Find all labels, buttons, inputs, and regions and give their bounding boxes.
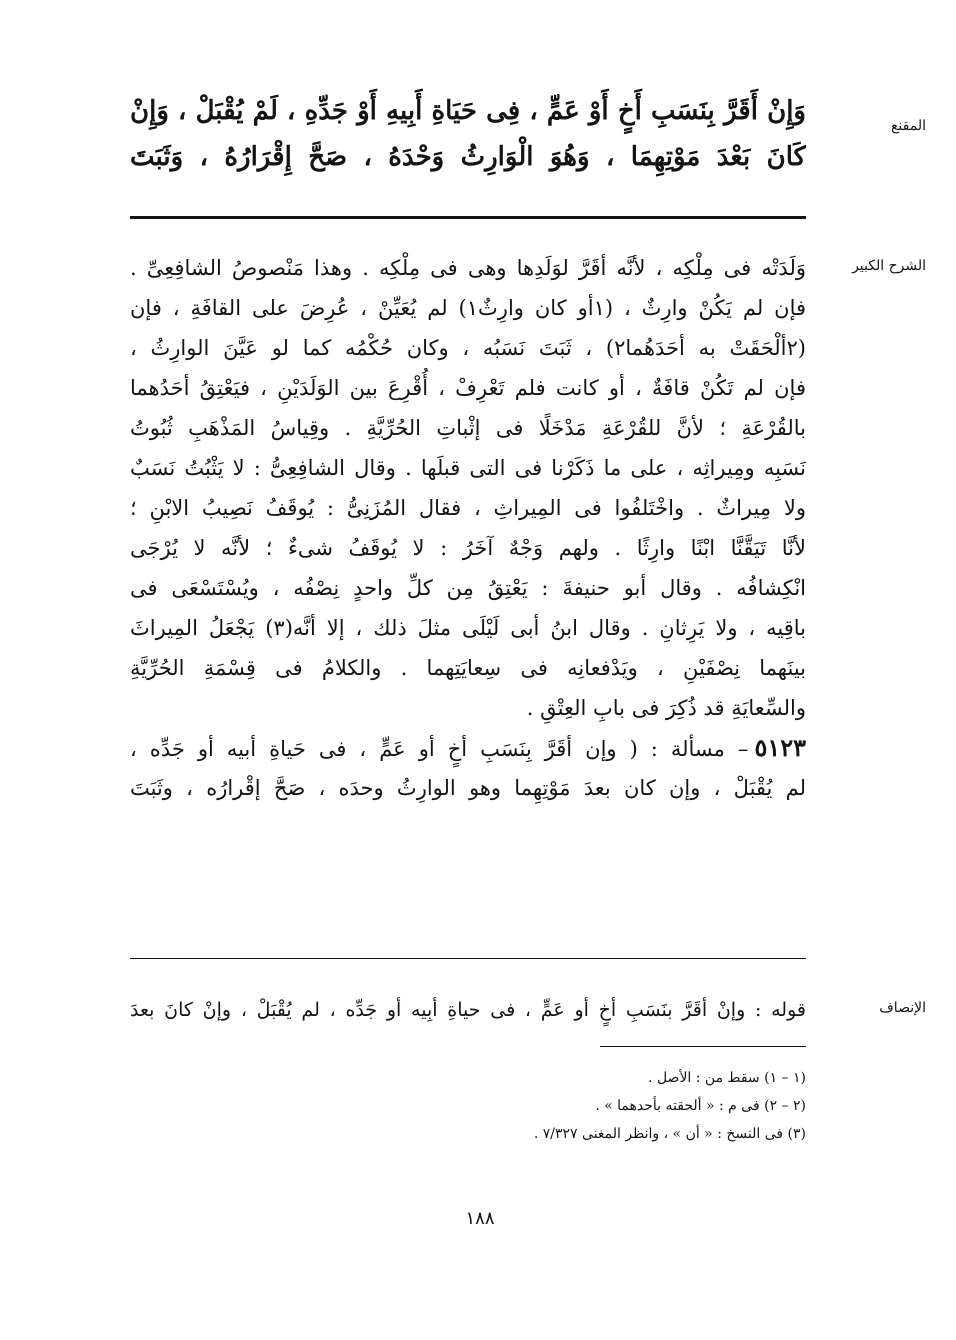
masala-line: لم يُقْبَلْ ، وإن كان بعدَ مَوْتِهِما وهو الوارِثُ وحدَه ، صَحَّ إقْرارُه ، وثَبَتَ bbox=[130, 776, 806, 800]
masala-line bbox=[130, 728, 806, 768]
sharh-line: والسِّعايَةِ قد ذُكِرَ فى بابِ العِتْقِ . bbox=[526, 696, 806, 720]
page-number: ١٨٨ bbox=[465, 1208, 495, 1229]
footnote-divider bbox=[600, 1046, 806, 1047]
muqni-text bbox=[130, 88, 806, 180]
footnotes bbox=[330, 1064, 806, 1148]
footnote: (٣) فى النسخ : « أن » ، وانظر المغنى ٧/٣٢٧ . bbox=[533, 1126, 806, 1142]
sharh-line: انْكِشافُه . وقال أبو حنيفةَ : يَعْتِقُ مِن كلِّ واحدٍ نِصْفُه ، ويُسْتَسْعَى فى bbox=[130, 576, 806, 600]
footnote: (٢ – ٢) فى م : « ألحقته بأحدهما » . bbox=[595, 1098, 806, 1114]
sharh-line: بينَهما نِصْفَيْنِ ، ويَدْفعانِه فى سِعايَتِهما . والكلامُ فى قِسْمَةِ الحُرِّيَّةِ bbox=[130, 656, 806, 680]
sharh-line: نَسَبِه ومِيراثِه ، على ما ذَكَرْنا فى التى قبلَها . وقال الشافِعِىُّ : لا يَثْبُتُ نَسَبٌ bbox=[130, 456, 806, 480]
muqni-line: وَإِنْ أَقَرَّ بِنَسَبِ أَخٍ أَوْ عَمٍّ ، فِى حَيَاةِ أَبِيهِ أَوْ جَدِّهِ ، لَمْ يُقْبَلْ ، وَإِنْ bbox=[130, 96, 806, 126]
masala-number: ٥١٢٣ bbox=[754, 733, 806, 762]
sharh-line: وَلَدَتْه فى مِلْكِه ، لأنَّه أقَرَّ لوَلَدِها وهى فى مِلْكِه . وهذا مَنْصوصُ الشافِعِىِّ . bbox=[130, 256, 806, 280]
sharh-text bbox=[130, 248, 806, 808]
section-divider bbox=[130, 958, 806, 959]
insaf-line: قوله : وإنْ أقَرَّ بنَسَبِ أخٍ أو عَمٍّ ، فى حياةِ أبِيه أو جَدِّه ، لم يُقْبَلْ ، وإنْ كانَ بعدَ bbox=[130, 999, 806, 1021]
muqni-label: المقنع bbox=[890, 118, 926, 134]
masala-text: – مسألة : ( وإن أقَرَّ بِنَسَبِ أخٍ أو عَمٍّ ، فى حَياةِ أبيه أو جَدِّه ، bbox=[130, 737, 749, 761]
muqni-line: كَانَ بَعْدَ مَوْتِهِمَا ، وَهُوَ الْوَارِثُ وَحْدَهُ ، صَحَّ إِقْرَارُهُ ، وَثَبَتَ bbox=[130, 142, 806, 172]
sharh-line: باقِيه ، ولا يَرِثانِ . وقال ابنُ أبى لَيْلَى مثلَ ذلك ، إلا أنَّه(٣) يَجْعَلُ المِيراثَ bbox=[130, 616, 806, 640]
sharh-line: (٢ألْحَقَتْ به أحَدَهُما٢) ، ثَبَتَ نَسَبُه ، وكان حُكْمُه كما لو عَيَّنَ الوارِثُ ، bbox=[130, 336, 806, 360]
section-divider bbox=[130, 216, 806, 219]
sharh-line: ولا مِيراثٌ . واخْتَلفُوا فى المِيراثِ ، فقال المُزَنِىُّ : يُوقَفُ نَصِيبُ الابْنِ ؛ bbox=[130, 496, 806, 520]
insaf-label: الإنصاف bbox=[879, 1000, 926, 1016]
insaf-text bbox=[130, 990, 806, 1030]
sharh-line: بالقُرْعَةِ ؛ لأنَّ للقُرْعَةِ مَدْخَلًا فى إثْباتِ الحُرِّيَّةِ . وقِياسُ المَذْهَبِ ثُبُوتُ bbox=[130, 416, 806, 440]
sharh-line: فإن لم تَكُنْ قافَةٌ ، أو كانت فلم تَعْرِفْ ، أُقْرِعَ بين الوَلَدَيْنِ ، فيَعْتِقُ أحَدُهما bbox=[130, 376, 806, 400]
sharh-line: فإن لم يَكُنْ وارِثٌ ، (١أو كان وارِثٌ١) لم يُعَيِّنْ ، عُرِضَ على القافَةِ ، فإن bbox=[130, 296, 806, 320]
footnote: (١ – ١) سقط من : الأصل . bbox=[648, 1070, 806, 1086]
sharh-line: لأنَّا تَيَقَّنَّا ابْنًا وارِثًا . ولهم وَجْهٌ آخَرُ : لا يُوقَفُ شىءٌ ؛ لأنَّه لا يُرْجَى bbox=[130, 536, 806, 560]
sharh-label: الشرح الكبير bbox=[852, 258, 926, 274]
